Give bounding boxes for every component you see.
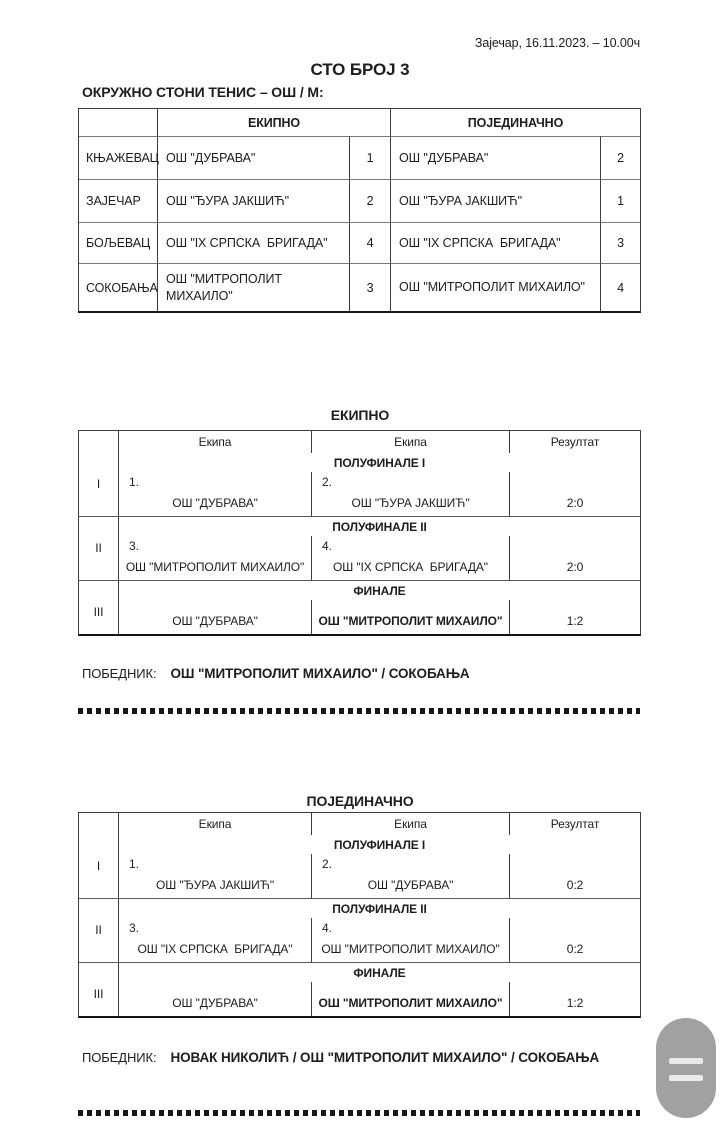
team-section-title: ЕКИПНО bbox=[330, 407, 390, 423]
overview-table bbox=[78, 108, 641, 313]
school-name: ОШ "ДУБРАВА" bbox=[172, 496, 258, 510]
dotted-divider bbox=[78, 708, 640, 714]
round-label-semifinal-2: ПОЛУФИНАЛЕ II bbox=[332, 519, 427, 534]
team-school-cell: ОШ "ЂУРА ЈАКШИЋ" bbox=[158, 179, 350, 222]
winner-label: ПОБЕДНИК: bbox=[82, 1050, 157, 1065]
match-side-1 bbox=[119, 536, 311, 581]
team-place-cell: 4 bbox=[350, 222, 391, 263]
match-side-1 bbox=[119, 918, 311, 963]
bracket-header-team1: Екипа bbox=[198, 817, 232, 831]
bracket-header-team1: Екипа bbox=[198, 435, 232, 449]
dotted-divider bbox=[78, 1110, 640, 1116]
overview-header-empty bbox=[79, 109, 158, 136]
individual-place-cell: 4 bbox=[601, 263, 640, 311]
match-side-1 bbox=[119, 600, 311, 634]
match-side-2 bbox=[311, 918, 509, 963]
school-name: ОШ "ЂУРА ЈАКШИЋ" bbox=[351, 496, 470, 510]
match-side-2 bbox=[311, 536, 509, 581]
school-name: ОШ "IX СРПСКА БРИГАДА" bbox=[333, 560, 488, 574]
match-side-2 bbox=[311, 982, 509, 1016]
team-place-cell: 2 bbox=[350, 179, 391, 222]
winner-value: ОШ "МИТРОПОЛИТ МИХАИЛО" / СОКОБАЊА bbox=[170, 666, 470, 681]
individual-winner-line bbox=[82, 1050, 599, 1065]
school-name: ОШ "ДУБРАВА" bbox=[367, 878, 454, 892]
bracket-header-empty bbox=[79, 431, 119, 453]
bracket-header-result: Резултат bbox=[509, 813, 640, 835]
school-name: ОШ "ЂУРА ЈАКШИЋ" bbox=[156, 878, 274, 892]
seed-number: 4. bbox=[322, 539, 332, 553]
seed-number: 3. bbox=[129, 921, 139, 935]
individual-place-cell: 3 bbox=[601, 222, 640, 263]
bracket-header-team2: Екипа bbox=[311, 431, 509, 453]
round-label-semifinal-2: ПОЛУФИНАЛЕ II bbox=[332, 901, 427, 916]
seed-number: 2. bbox=[322, 475, 332, 489]
match-result: 1:2 bbox=[509, 982, 640, 1016]
bracket-header-empty bbox=[79, 813, 119, 835]
town-cell: СОКОБАЊА bbox=[79, 263, 158, 311]
match-numeral: I bbox=[79, 472, 119, 517]
page-subtitle: ОКРУЖНО СТОНИ ТЕНИС – ОШ / М: bbox=[82, 84, 324, 100]
seed-number: 2. bbox=[322, 857, 332, 871]
school-name: ОШ "МИТРОПОЛИТ МИХАИЛО" bbox=[125, 560, 305, 574]
bracket-header-result: Резултат bbox=[509, 431, 640, 453]
seed-number: 3. bbox=[129, 539, 139, 553]
team-winner-line bbox=[82, 666, 470, 681]
school-name: ОШ "IX СРПСКА БРИГАДА" bbox=[137, 942, 293, 956]
drag-handle-icon bbox=[669, 1058, 703, 1064]
individual-place-cell: 2 bbox=[601, 136, 640, 179]
individual-section-title: ПОЈЕДИНАЧНО bbox=[306, 793, 414, 809]
school-name: ОШ "ДУБРАВА" bbox=[172, 996, 258, 1010]
individual-school-cell: ОШ "IX СРПСКА БРИГАДА" bbox=[391, 222, 601, 263]
match-result: 1:2 bbox=[509, 600, 640, 634]
match-numeral: III bbox=[79, 600, 119, 634]
town-cell: КЊАЖЕВАЦ bbox=[79, 136, 158, 179]
round-label-final: ФИНАЛЕ bbox=[353, 965, 406, 980]
overview-header-team: ЕКИПНО bbox=[158, 109, 391, 136]
school-name: ОШ "ДУБРАВА" bbox=[172, 614, 258, 628]
school-name-winner: ОШ "МИТРОПОЛИТ МИХАИЛО" bbox=[318, 614, 503, 628]
match-result: 2:0 bbox=[509, 536, 640, 581]
team-place-cell: 3 bbox=[350, 263, 391, 311]
team-school-cell: ОШ "IX СРПСКА БРИГАДА" bbox=[158, 222, 350, 263]
match-result: 0:2 bbox=[509, 918, 640, 963]
match-numeral: I bbox=[79, 854, 119, 899]
seed-number: 1. bbox=[129, 475, 139, 489]
team-bracket-table bbox=[78, 430, 641, 636]
match-side-2 bbox=[311, 472, 509, 517]
round-label-final: ФИНАЛЕ bbox=[353, 583, 406, 598]
overview-header-individual: ПОЈЕДИНАЧНО bbox=[467, 115, 564, 130]
match-numeral: III bbox=[79, 982, 119, 1016]
winner-value: НОВАК НИКОЛИЋ / ОШ "МИТРОПОЛИТ МИХАИЛО" / СОКОБАЊА bbox=[170, 1050, 600, 1065]
winner-label: ПОБЕДНИК: bbox=[82, 666, 157, 681]
match-side-1 bbox=[119, 472, 311, 517]
match-side-2 bbox=[311, 854, 509, 899]
school-name-winner: ОШ "МИТРОПОЛИТ МИХАИЛО" bbox=[318, 996, 503, 1010]
page-title: СТО БРОЈ 3 bbox=[310, 60, 410, 79]
drag-handle-icon bbox=[669, 1075, 703, 1081]
match-result: 0:2 bbox=[509, 854, 640, 899]
round-label-semifinal-1: ПОЛУФИНАЛЕ I bbox=[333, 837, 426, 852]
team-school-cell: ОШ "МИТРОПОЛИТ МИХАИЛО" bbox=[158, 263, 350, 311]
team-school-cell: ОШ "ДУБРАВА" bbox=[158, 136, 350, 179]
round-label-semifinal-1: ПОЛУФИНАЛЕ I bbox=[333, 455, 426, 470]
team-place-cell: 1 bbox=[350, 136, 391, 179]
match-side-1 bbox=[119, 854, 311, 899]
scroll-handle-button[interactable] bbox=[656, 1018, 716, 1118]
match-side-1 bbox=[119, 982, 311, 1016]
individual-place-cell: 1 bbox=[601, 179, 640, 222]
seed-number: 1. bbox=[129, 857, 139, 871]
match-side-2 bbox=[311, 600, 509, 634]
seed-number: 4. bbox=[322, 921, 332, 935]
individual-bracket-table bbox=[78, 812, 641, 1018]
town-cell: БОЉЕВАЦ bbox=[79, 222, 158, 263]
school-name: ОШ "МИТРОПОЛИТ МИХАИЛО" bbox=[321, 942, 500, 956]
individual-school-cell: ОШ "ЂУРА ЈАКШИЋ" bbox=[391, 179, 601, 222]
individual-school-cell: ОШ "ДУБРАВА" bbox=[391, 136, 601, 179]
town-cell: ЗАЈЕЧАР bbox=[79, 179, 158, 222]
dateline: Зајечар, 16.11.2023. – 10.00ч bbox=[474, 36, 640, 50]
match-result: 2:0 bbox=[509, 472, 640, 517]
match-numeral: II bbox=[79, 536, 119, 581]
bracket-header-team2: Екипа bbox=[311, 813, 509, 835]
individual-school-cell: ОШ "МИТРОПОЛИТ МИХАИЛО" bbox=[391, 263, 601, 311]
match-numeral: II bbox=[79, 918, 119, 963]
